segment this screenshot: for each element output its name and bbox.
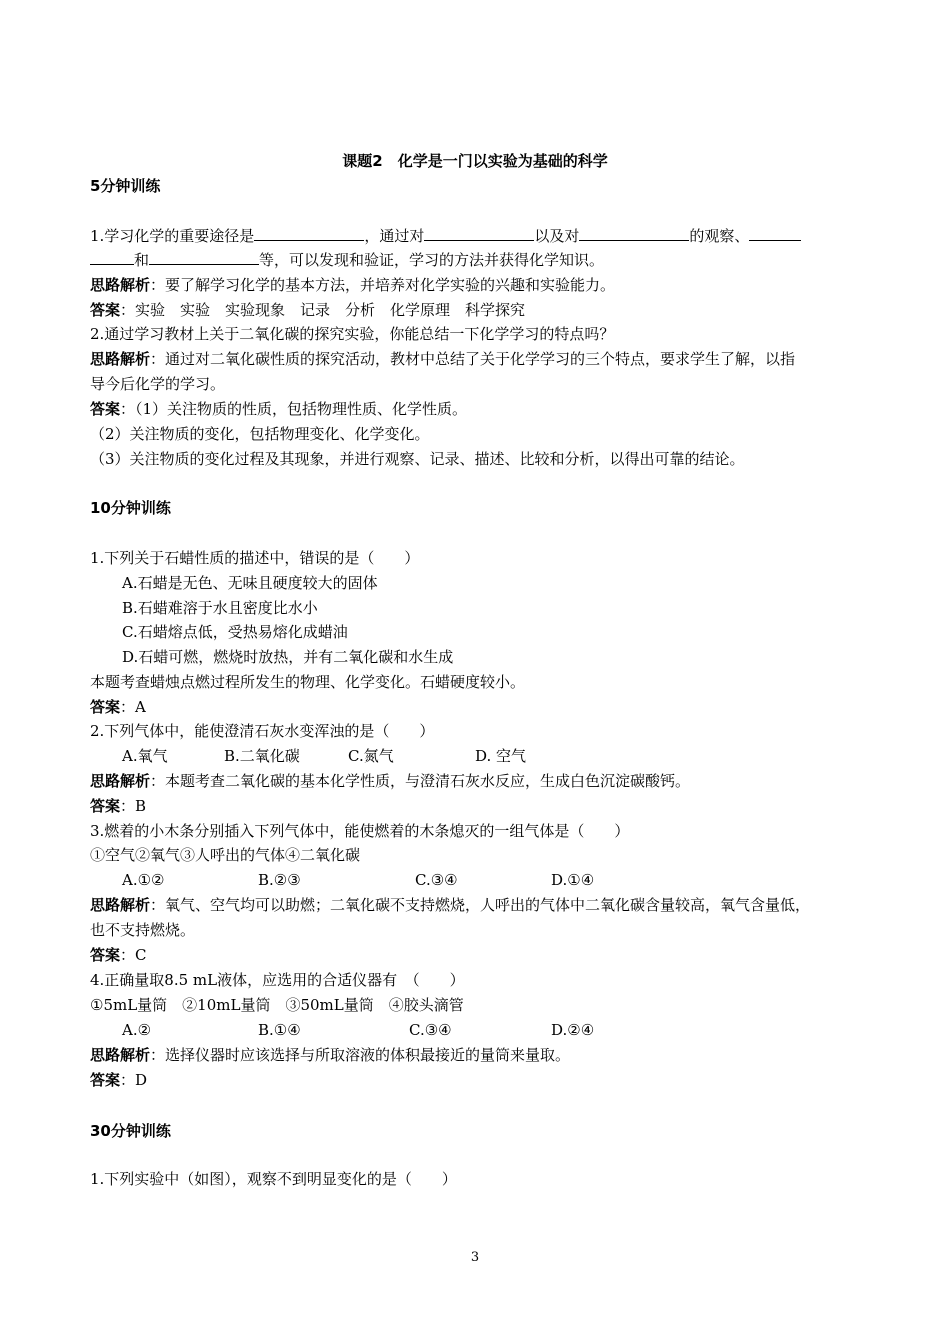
s5-q1-stem-line2: 和 等，可以发现和验证，学习的方法并获得化学知识。 [90,250,870,270]
s5-q2-answer: 答案：（1）关注物质的性质，包括物理性质、化学性质。 [90,400,468,418]
s10-q3-answer: 答案：C [90,946,147,964]
s10-q4-option-d: D.②④ [551,1021,595,1039]
s10-q1-option-b: B.石蜡难溶于水且密度比水小 [122,599,318,617]
s10-q4-stem: 4.正确量取8.5 mL液体，应选用的合适仪器有 （ ） [90,971,465,989]
s10-q2-option-b: B.二氧化碳 [224,747,300,765]
s10-q1-stem: 1.下列关于石蜡性质的描述中，错误的是（ ） [90,549,420,567]
s10-q1-option-a: A.石蜡是无色、无味且硬度较大的固体 [122,574,378,592]
answer-blank [254,226,364,241]
s10-q2-option-a: A.氧气 [122,747,168,765]
s10-q4-option-b: B.①④ [258,1021,301,1039]
section-heading-10min: 10分钟训练 [90,499,171,517]
s10-q4-hint: 思路解析：选择仪器时应该选择与所取溶液的体积最接近的量筒来量取。 [90,1046,571,1064]
s10-q2-answer: 答案：B [90,797,147,815]
s10-q4-option-c: C.③④ [409,1021,452,1039]
s5-q1-stem-line1: 1.学习化学的重要途径是 ，通过对 以及对 的观察、 [90,226,870,246]
answer-blank [149,250,259,265]
s30-q1-stem: 1.下列实验中（如图），观察不到明显变化的是（ ） [90,1170,457,1188]
s10-q3-option-d: D.①④ [551,871,595,889]
s10-q3-option-c: C.③④ [415,871,458,889]
s10-q1-option-c: C.石蜡熔点低，受热易熔化成蜡油 [122,623,348,641]
s5-q2-stem: 2.通过学习教材上关于二氧化碳的探究实验，你能总结一下化学学习的特点吗？ [90,325,615,343]
s10-q3-hint: 思路解析：氧气、空气均可以助燃；二氧化碳不支持燃烧，人呼出的气体中二氧化碳含量较高，氧气含量低， [90,896,811,914]
s10-q2-option-c: C.氮气 [348,747,394,765]
s10-q2-option-d: D. 空气 [475,747,527,765]
s10-q3-stem: 3.燃着的小木条分别插入下列气体中，能使燃着的木条熄灭的一组气体是（ ） [90,822,630,840]
s10-q2-hint: 思路解析：本题考查二氧化碳的基本化学性质，与澄清石灰水反应，生成白色沉淀碳酸钙。 [90,772,691,790]
s5-q2-answer-3: （3）关注物质的变化过程及其现象，并进行观察、记录、描述、比较和分析，以得出可靠的结论。 [90,450,745,468]
s10-q4-items: ①5mL量筒 ②10mL量筒 ③50mL量筒 ④胶头滴管 [90,996,464,1014]
s10-q3-option-a: A.①② [122,871,165,889]
page-number: 3 [470,1250,480,1265]
s10-q2-stem: 2.下列气体中，能使澄清石灰水变浑浊的是（ ） [90,722,435,740]
s10-q1-note: 本题考查蜡烛点燃过程所发生的物理、化学变化。石蜡硬度较小。 [90,673,526,691]
s10-q4-answer: 答案：D [90,1071,148,1089]
s10-q3-option-b: B.②③ [258,871,301,889]
page-title: 课题2 化学是一门以实验为基础的科学 [342,152,608,170]
s10-q3-hint-cont: 也不支持燃烧。 [90,921,196,939]
answer-blank [579,226,689,241]
s5-q2-hint: 思路解析：通过对二氧化碳性质的探究活动，教材中总结了关于化学学习的三个特点，要求学生了解，以指 [90,350,796,368]
s10-q3-items: ①空气②氧气③人呼出的气体④二氧化碳 [90,846,361,864]
s10-q1-answer: 答案：A [90,698,146,716]
s5-q2-answer-2: （2）关注物质的变化，包括物理变化、化学变化。 [90,425,430,443]
answer-blank [90,250,134,265]
section-heading-5min: 5分钟训练 [90,177,161,195]
section-heading-30min: 30分钟训练 [90,1122,171,1140]
s5-q1-hint: 思路解析：要了解学习化学的基本方法，并培养对化学实验的兴趣和实验能力。 [90,276,616,294]
answer-blank [424,226,534,241]
s10-q4-option-a: A.② [122,1021,152,1039]
s10-q1-option-d: D.石蜡可燃，燃烧时放热，并有二氧化碳和水生成 [122,648,454,666]
s5-q1-answer: 答案：实验 实验 实验现象 记录 分析 化学原理 科学探究 [90,301,526,319]
answer-blank [749,226,801,241]
s5-q2-hint-cont: 导今后化学的学习。 [90,375,226,393]
